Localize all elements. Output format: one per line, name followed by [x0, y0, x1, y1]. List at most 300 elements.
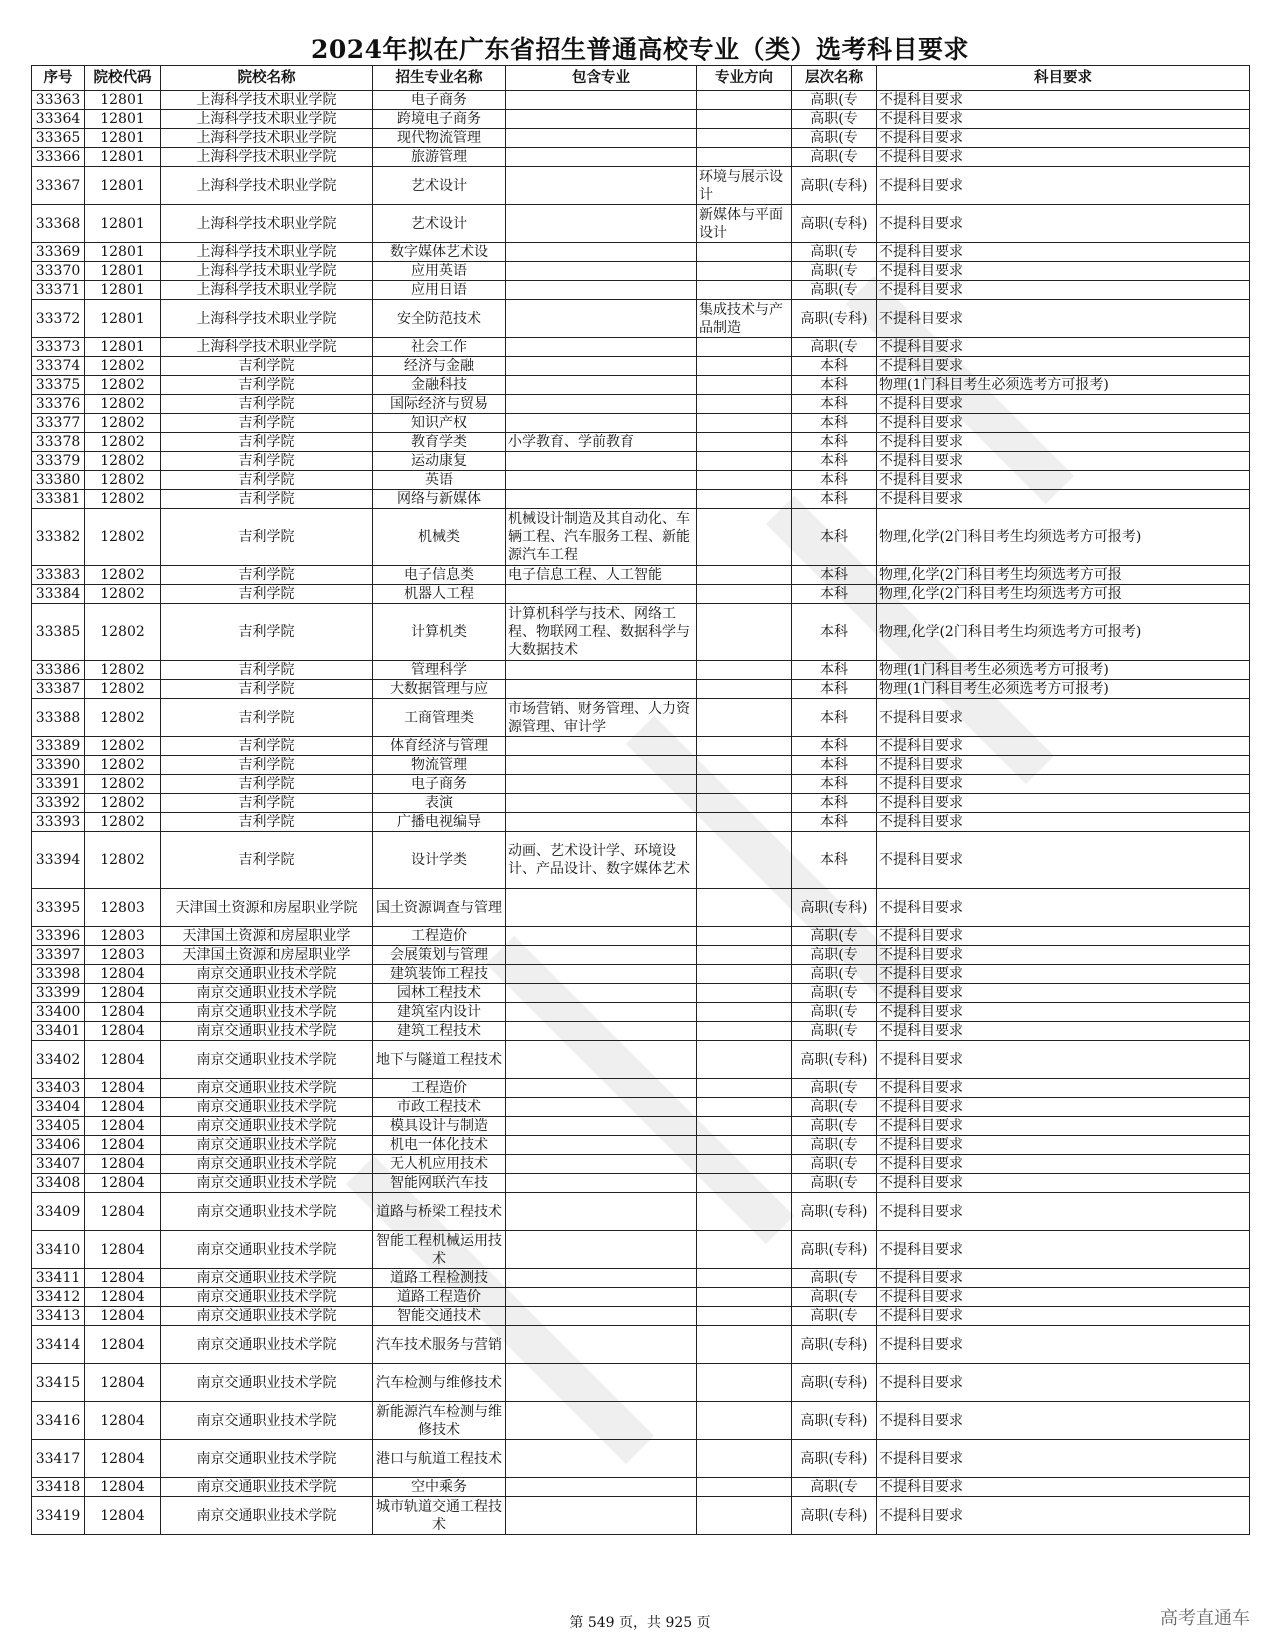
cell-school-code: 12802 [85, 357, 161, 376]
cell-direction [697, 1402, 792, 1440]
cell-school-name: 南京交通职业技术学院 [161, 1022, 373, 1041]
table-row [32, 1269, 1250, 1288]
cell-subject-requirement: 不提科目要求 [877, 813, 1250, 832]
cell-level: 高职(专 [792, 262, 877, 281]
cell-school-code: 12804 [85, 1117, 161, 1136]
header-subject-requirement: 科目要求 [877, 66, 1250, 91]
cell-index: 33408 [32, 1174, 85, 1193]
cell-level: 高职(专科) [792, 1497, 877, 1535]
table-row [32, 281, 1250, 300]
cell-subject-requirement: 不提科目要求 [877, 433, 1250, 452]
table-row [32, 1117, 1250, 1136]
cell-major-name: 应用日语 [373, 281, 506, 300]
cell-school-code: 12801 [85, 300, 161, 338]
table-row [32, 205, 1250, 243]
cell-major-name: 工程造价 [373, 927, 506, 946]
table-row [32, 433, 1250, 452]
cell-school-code: 12801 [85, 281, 161, 300]
cell-school-code: 12804 [85, 1364, 161, 1402]
table-row [32, 946, 1250, 965]
cell-subject-requirement: 不提科目要求 [877, 414, 1250, 433]
cell-included-majors [506, 1174, 697, 1193]
cell-school-name: 吉利学院 [161, 452, 373, 471]
cell-level: 高职(专 [792, 1117, 877, 1136]
cell-school-name: 南京交通职业技术学院 [161, 984, 373, 1003]
cell-level: 高职(专科) [792, 1193, 877, 1231]
cell-direction [697, 756, 792, 775]
cell-school-name: 南京交通职业技术学院 [161, 1402, 373, 1440]
cell-school-code: 12804 [85, 1269, 161, 1288]
cell-major-name: 市政工程技术 [373, 1098, 506, 1117]
cell-school-name: 南京交通职业技术学院 [161, 1003, 373, 1022]
cell-level: 本科 [792, 699, 877, 737]
cell-level: 本科 [792, 566, 877, 585]
cell-school-name: 吉利学院 [161, 509, 373, 566]
cell-index: 33390 [32, 756, 85, 775]
cell-index: 33376 [32, 395, 85, 414]
cell-included-majors: 计算机科学与技术、网络工程、物联网工程、数据科学与大数据技术 [506, 604, 697, 661]
cell-school-name: 吉利学院 [161, 832, 373, 889]
table-row [32, 1155, 1250, 1174]
table-row [32, 756, 1250, 775]
cell-school-name: 吉利学院 [161, 756, 373, 775]
cell-major-name: 汽车检测与维修技术 [373, 1364, 506, 1402]
cell-level: 高职(专 [792, 1155, 877, 1174]
cell-included-majors [506, 1402, 697, 1440]
cell-major-name: 物流管理 [373, 756, 506, 775]
cell-school-code: 12801 [85, 167, 161, 205]
table-row [32, 1402, 1250, 1440]
cell-school-name: 南京交通职业技术学院 [161, 1155, 373, 1174]
brand-watermark: 高考直通车 [1160, 1608, 1250, 1629]
cell-school-name: 南京交通职业技术学院 [161, 965, 373, 984]
cell-level: 高职(专 [792, 946, 877, 965]
table-row [32, 965, 1250, 984]
cell-level: 本科 [792, 585, 877, 604]
cell-included-majors [506, 1117, 697, 1136]
cell-direction [697, 680, 792, 699]
cell-school-code: 12804 [85, 1155, 161, 1174]
cell-included-majors [506, 471, 697, 490]
cell-subject-requirement: 不提科目要求 [877, 300, 1250, 338]
cell-included-majors [506, 414, 697, 433]
cell-subject-requirement: 不提科目要求 [877, 91, 1250, 110]
cell-level: 高职(专 [792, 1269, 877, 1288]
cell-level: 高职(专 [792, 338, 877, 357]
cell-school-code: 12804 [85, 1041, 161, 1079]
cell-major-name: 设计学类 [373, 832, 506, 889]
cell-major-name: 建筑工程技术 [373, 1022, 506, 1041]
cell-major-name: 地下与隧道工程技术 [373, 1041, 506, 1079]
cell-index: 33371 [32, 281, 85, 300]
cell-school-name: 南京交通职业技术学院 [161, 1364, 373, 1402]
cell-level: 本科 [792, 490, 877, 509]
cell-index: 33419 [32, 1497, 85, 1535]
cell-level: 高职(专 [792, 1478, 877, 1497]
cell-level: 本科 [792, 794, 877, 813]
cell-school-name: 南京交通职业技术学院 [161, 1478, 373, 1497]
cell-index: 33395 [32, 889, 85, 927]
cell-subject-requirement: 不提科目要求 [877, 148, 1250, 167]
cell-index: 33365 [32, 129, 85, 148]
cell-included-majors [506, 1155, 697, 1174]
cell-included-majors [506, 585, 697, 604]
cell-subject-requirement: 不提科目要求 [877, 110, 1250, 129]
cell-index: 33411 [32, 1269, 85, 1288]
cell-school-code: 12804 [85, 1079, 161, 1098]
cell-level: 高职(专科) [792, 1402, 877, 1440]
cell-index: 33364 [32, 110, 85, 129]
cell-major-name: 建筑室内设计 [373, 1003, 506, 1022]
cell-school-name: 吉利学院 [161, 357, 373, 376]
cell-school-code: 12801 [85, 243, 161, 262]
cell-level: 高职(专 [792, 1174, 877, 1193]
table-row [32, 1307, 1250, 1326]
cell-level: 本科 [792, 357, 877, 376]
cell-school-code: 12802 [85, 756, 161, 775]
cell-school-name: 南京交通职业技术学院 [161, 1288, 373, 1307]
cell-direction [697, 1022, 792, 1041]
cell-included-majors [506, 243, 697, 262]
cell-major-name: 道路工程造价 [373, 1288, 506, 1307]
table-row [32, 509, 1250, 566]
cell-school-name: 南京交通职业技术学院 [161, 1041, 373, 1079]
cell-subject-requirement: 物理(1门科目考生必须选考方可报考) [877, 680, 1250, 699]
cell-subject-requirement: 不提科目要求 [877, 699, 1250, 737]
cell-index: 33367 [32, 167, 85, 205]
cell-major-name: 城市轨道交通工程技术 [373, 1497, 506, 1535]
table-row [32, 794, 1250, 813]
cell-major-name: 跨境电子商务 [373, 110, 506, 129]
cell-level: 高职(专 [792, 1098, 877, 1117]
cell-school-name: 吉利学院 [161, 680, 373, 699]
table-row [32, 1288, 1250, 1307]
cell-index: 33409 [32, 1193, 85, 1231]
cell-level: 高职(专 [792, 91, 877, 110]
cell-subject-requirement: 不提科目要求 [877, 984, 1250, 1003]
cell-included-majors [506, 984, 697, 1003]
cell-school-code: 12802 [85, 376, 161, 395]
cell-included-majors [506, 281, 697, 300]
cell-subject-requirement: 不提科目要求 [877, 737, 1250, 756]
cell-school-code: 12804 [85, 1478, 161, 1497]
cell-subject-requirement: 不提科目要求 [877, 1098, 1250, 1117]
cell-school-name: 上海科学技术职业学院 [161, 110, 373, 129]
cell-direction [697, 1288, 792, 1307]
cell-direction [697, 1440, 792, 1478]
table-row [32, 338, 1250, 357]
cell-major-name: 金融科技 [373, 376, 506, 395]
cell-direction [697, 1326, 792, 1364]
cell-subject-requirement: 不提科目要求 [877, 1440, 1250, 1478]
cell-level: 高职(专科) [792, 889, 877, 927]
cell-subject-requirement: 不提科目要求 [877, 1326, 1250, 1364]
cell-subject-requirement: 不提科目要求 [877, 1079, 1250, 1098]
header-school-name: 院校名称 [161, 66, 373, 91]
cell-included-majors [506, 1497, 697, 1535]
cell-direction [697, 509, 792, 566]
cell-subject-requirement: 不提科目要求 [877, 395, 1250, 414]
cell-school-name: 上海科学技术职业学院 [161, 262, 373, 281]
table-row [32, 566, 1250, 585]
table-row [32, 129, 1250, 148]
cell-major-name: 数字媒体艺术设 [373, 243, 506, 262]
cell-included-majors [506, 661, 697, 680]
cell-direction [697, 965, 792, 984]
table-row [32, 585, 1250, 604]
cell-level: 高职(专科) [792, 1364, 877, 1402]
cell-subject-requirement: 不提科目要求 [877, 262, 1250, 281]
cell-included-majors [506, 452, 697, 471]
cell-direction [697, 129, 792, 148]
cell-school-code: 12804 [85, 1193, 161, 1231]
cell-school-code: 12801 [85, 91, 161, 110]
cell-included-majors [506, 1193, 697, 1231]
cell-direction [697, 262, 792, 281]
cell-direction [697, 148, 792, 167]
cell-school-name: 吉利学院 [161, 775, 373, 794]
cell-direction [697, 604, 792, 661]
table-header-row [32, 66, 1250, 91]
cell-direction [697, 1497, 792, 1535]
cell-index: 33368 [32, 205, 85, 243]
cell-index: 33373 [32, 338, 85, 357]
table-row [32, 1041, 1250, 1079]
cell-direction [697, 357, 792, 376]
cell-included-majors [506, 1288, 697, 1307]
cell-major-name: 社会工作 [373, 338, 506, 357]
cell-subject-requirement: 不提科目要求 [877, 452, 1250, 471]
cell-index: 33387 [32, 680, 85, 699]
cell-included-majors: 机械设计制造及其自动化、车辆工程、汽车服务工程、新能源汽车工程 [506, 509, 697, 566]
cell-school-code: 12804 [85, 1098, 161, 1117]
cell-school-code: 12804 [85, 1022, 161, 1041]
table-row [32, 1326, 1250, 1364]
cell-school-code: 12803 [85, 927, 161, 946]
cell-index: 33400 [32, 1003, 85, 1022]
cell-index: 33399 [32, 984, 85, 1003]
cell-school-code: 12802 [85, 490, 161, 509]
cell-level: 本科 [792, 775, 877, 794]
cell-included-majors [506, 1231, 697, 1269]
header-included-majors: 包含专业 [506, 66, 697, 91]
cell-included-majors [506, 129, 697, 148]
cell-major-name: 旅游管理 [373, 148, 506, 167]
cell-school-code: 12802 [85, 433, 161, 452]
cell-direction [697, 1269, 792, 1288]
cell-major-name: 模具设计与制造 [373, 1117, 506, 1136]
cell-index: 33385 [32, 604, 85, 661]
cell-direction [697, 566, 792, 585]
cell-level: 高职(专 [792, 1136, 877, 1155]
cell-school-name: 吉利学院 [161, 414, 373, 433]
cell-direction [697, 338, 792, 357]
cell-school-name: 吉利学院 [161, 794, 373, 813]
cell-included-majors [506, 1307, 697, 1326]
cell-index: 33386 [32, 661, 85, 680]
cell-direction [697, 794, 792, 813]
header-index: 序号 [32, 66, 85, 91]
cell-index: 33415 [32, 1364, 85, 1402]
cell-major-name: 知识产权 [373, 414, 506, 433]
cell-direction [697, 395, 792, 414]
cell-index: 33405 [32, 1117, 85, 1136]
cell-major-name: 机器人工程 [373, 585, 506, 604]
cell-subject-requirement: 不提科目要求 [877, 794, 1250, 813]
cell-major-name: 表演 [373, 794, 506, 813]
cell-school-code: 12804 [85, 984, 161, 1003]
cell-index: 33389 [32, 737, 85, 756]
cell-included-majors [506, 338, 697, 357]
cell-subject-requirement: 不提科目要求 [877, 167, 1250, 205]
table-row [32, 167, 1250, 205]
cell-major-name: 经济与金融 [373, 357, 506, 376]
cell-school-name: 南京交通职业技术学院 [161, 1269, 373, 1288]
cell-school-name: 吉利学院 [161, 395, 373, 414]
cell-level: 本科 [792, 737, 877, 756]
cell-major-name: 工商管理类 [373, 699, 506, 737]
cell-level: 高职(专 [792, 129, 877, 148]
cell-school-code: 12804 [85, 1003, 161, 1022]
cell-major-name: 园林工程技术 [373, 984, 506, 1003]
cell-included-majors [506, 756, 697, 775]
cell-school-name: 南京交通职业技术学院 [161, 1136, 373, 1155]
cell-included-majors [506, 1022, 697, 1041]
cell-subject-requirement: 不提科目要求 [877, 338, 1250, 357]
cell-school-name: 吉利学院 [161, 566, 373, 585]
cell-included-majors [506, 91, 697, 110]
table-row [32, 775, 1250, 794]
cell-level: 本科 [792, 832, 877, 889]
cell-index: 33375 [32, 376, 85, 395]
cell-school-name: 上海科学技术职业学院 [161, 243, 373, 262]
cell-school-name: 南京交通职业技术学院 [161, 1117, 373, 1136]
cell-major-name: 体育经济与管理 [373, 737, 506, 756]
cell-direction [697, 737, 792, 756]
cell-index: 33414 [32, 1326, 85, 1364]
cell-level: 高职(专科) [792, 1231, 877, 1269]
cell-level: 高职(专科) [792, 1440, 877, 1478]
header-direction: 专业方向 [697, 66, 792, 91]
cell-level: 高职(专科) [792, 205, 877, 243]
cell-direction [697, 1231, 792, 1269]
cell-index: 33379 [32, 452, 85, 471]
cell-school-code: 12801 [85, 129, 161, 148]
cell-subject-requirement: 不提科目要求 [877, 927, 1250, 946]
cell-direction [697, 1079, 792, 1098]
table-row [32, 1231, 1250, 1269]
cell-level: 高职(专 [792, 1003, 877, 1022]
cell-direction [697, 490, 792, 509]
cell-index: 33383 [32, 566, 85, 585]
cell-subject-requirement: 物理,化学(2门科目考生均须选考方可报考) [877, 509, 1250, 566]
table-row [32, 376, 1250, 395]
cell-subject-requirement: 不提科目要求 [877, 1136, 1250, 1155]
cell-subject-requirement: 不提科目要求 [877, 946, 1250, 965]
cell-school-code: 12804 [85, 1440, 161, 1478]
cell-subject-requirement: 不提科目要求 [877, 1307, 1250, 1326]
cell-school-name: 上海科学技术职业学院 [161, 148, 373, 167]
cell-subject-requirement: 不提科目要求 [877, 1478, 1250, 1497]
cell-school-code: 12802 [85, 680, 161, 699]
page-title: 2024年拟在广东省招生普通高校专业（类）选考科目要求 [310, 35, 970, 64]
cell-index: 33380 [32, 471, 85, 490]
cell-index: 33413 [32, 1307, 85, 1326]
cell-included-majors [506, 1478, 697, 1497]
cell-subject-requirement: 不提科目要求 [877, 889, 1250, 927]
cell-major-name: 教育学类 [373, 433, 506, 452]
cell-index: 33397 [32, 946, 85, 965]
cell-included-majors [506, 110, 697, 129]
cell-major-name: 大数据管理与应 [373, 680, 506, 699]
cell-level: 本科 [792, 471, 877, 490]
cell-major-name: 港口与航道工程技术 [373, 1440, 506, 1478]
cell-level: 高职(专 [792, 1022, 877, 1041]
cell-included-majors [506, 1041, 697, 1079]
cell-school-code: 12802 [85, 452, 161, 471]
cell-level: 本科 [792, 756, 877, 775]
cell-subject-requirement: 不提科目要求 [877, 1364, 1250, 1402]
cell-direction [697, 775, 792, 794]
cell-direction [697, 243, 792, 262]
cell-included-majors: 动画、艺术设计学、环境设计、产品设计、数字媒体艺术 [506, 832, 697, 889]
cell-major-name: 安全防范技术 [373, 300, 506, 338]
cell-major-name: 计算机类 [373, 604, 506, 661]
cell-direction [697, 1364, 792, 1402]
table-row [32, 1174, 1250, 1193]
cell-included-majors [506, 205, 697, 243]
cell-included-majors [506, 395, 697, 414]
cell-index: 33384 [32, 585, 85, 604]
cell-major-name: 道路工程检测技 [373, 1269, 506, 1288]
cell-index: 33372 [32, 300, 85, 338]
cell-index: 33403 [32, 1079, 85, 1098]
table-row [32, 1497, 1250, 1535]
table-row [32, 737, 1250, 756]
cell-subject-requirement: 不提科目要求 [877, 1022, 1250, 1041]
table-row [32, 243, 1250, 262]
cell-subject-requirement: 不提科目要求 [877, 1269, 1250, 1288]
cell-major-name: 应用英语 [373, 262, 506, 281]
table-row [32, 148, 1250, 167]
cell-direction [697, 91, 792, 110]
cell-school-code: 12802 [85, 813, 161, 832]
cell-major-name: 国际经济与贸易 [373, 395, 506, 414]
cell-direction [697, 585, 792, 604]
cell-subject-requirement: 不提科目要求 [877, 1041, 1250, 1079]
cell-direction [697, 1003, 792, 1022]
cell-school-code: 12803 [85, 946, 161, 965]
cell-school-code: 12804 [85, 965, 161, 984]
cell-subject-requirement: 不提科目要求 [877, 243, 1250, 262]
cell-included-majors [506, 927, 697, 946]
cell-major-name: 智能工程机械运用技术 [373, 1231, 506, 1269]
cell-included-majors [506, 167, 697, 205]
cell-index: 33392 [32, 794, 85, 813]
table-row [32, 300, 1250, 338]
cell-major-name: 无人机应用技术 [373, 1155, 506, 1174]
cell-school-name: 南京交通职业技术学院 [161, 1174, 373, 1193]
cell-major-name: 建筑装饰工程技 [373, 965, 506, 984]
cell-school-code: 12804 [85, 1307, 161, 1326]
cell-level: 高职(专科) [792, 300, 877, 338]
cell-index: 33410 [32, 1231, 85, 1269]
cell-index: 33366 [32, 148, 85, 167]
cell-major-name: 电子商务 [373, 91, 506, 110]
cell-school-code: 12802 [85, 604, 161, 661]
cell-major-name: 广播电视编导 [373, 813, 506, 832]
cell-school-name: 南京交通职业技术学院 [161, 1231, 373, 1269]
